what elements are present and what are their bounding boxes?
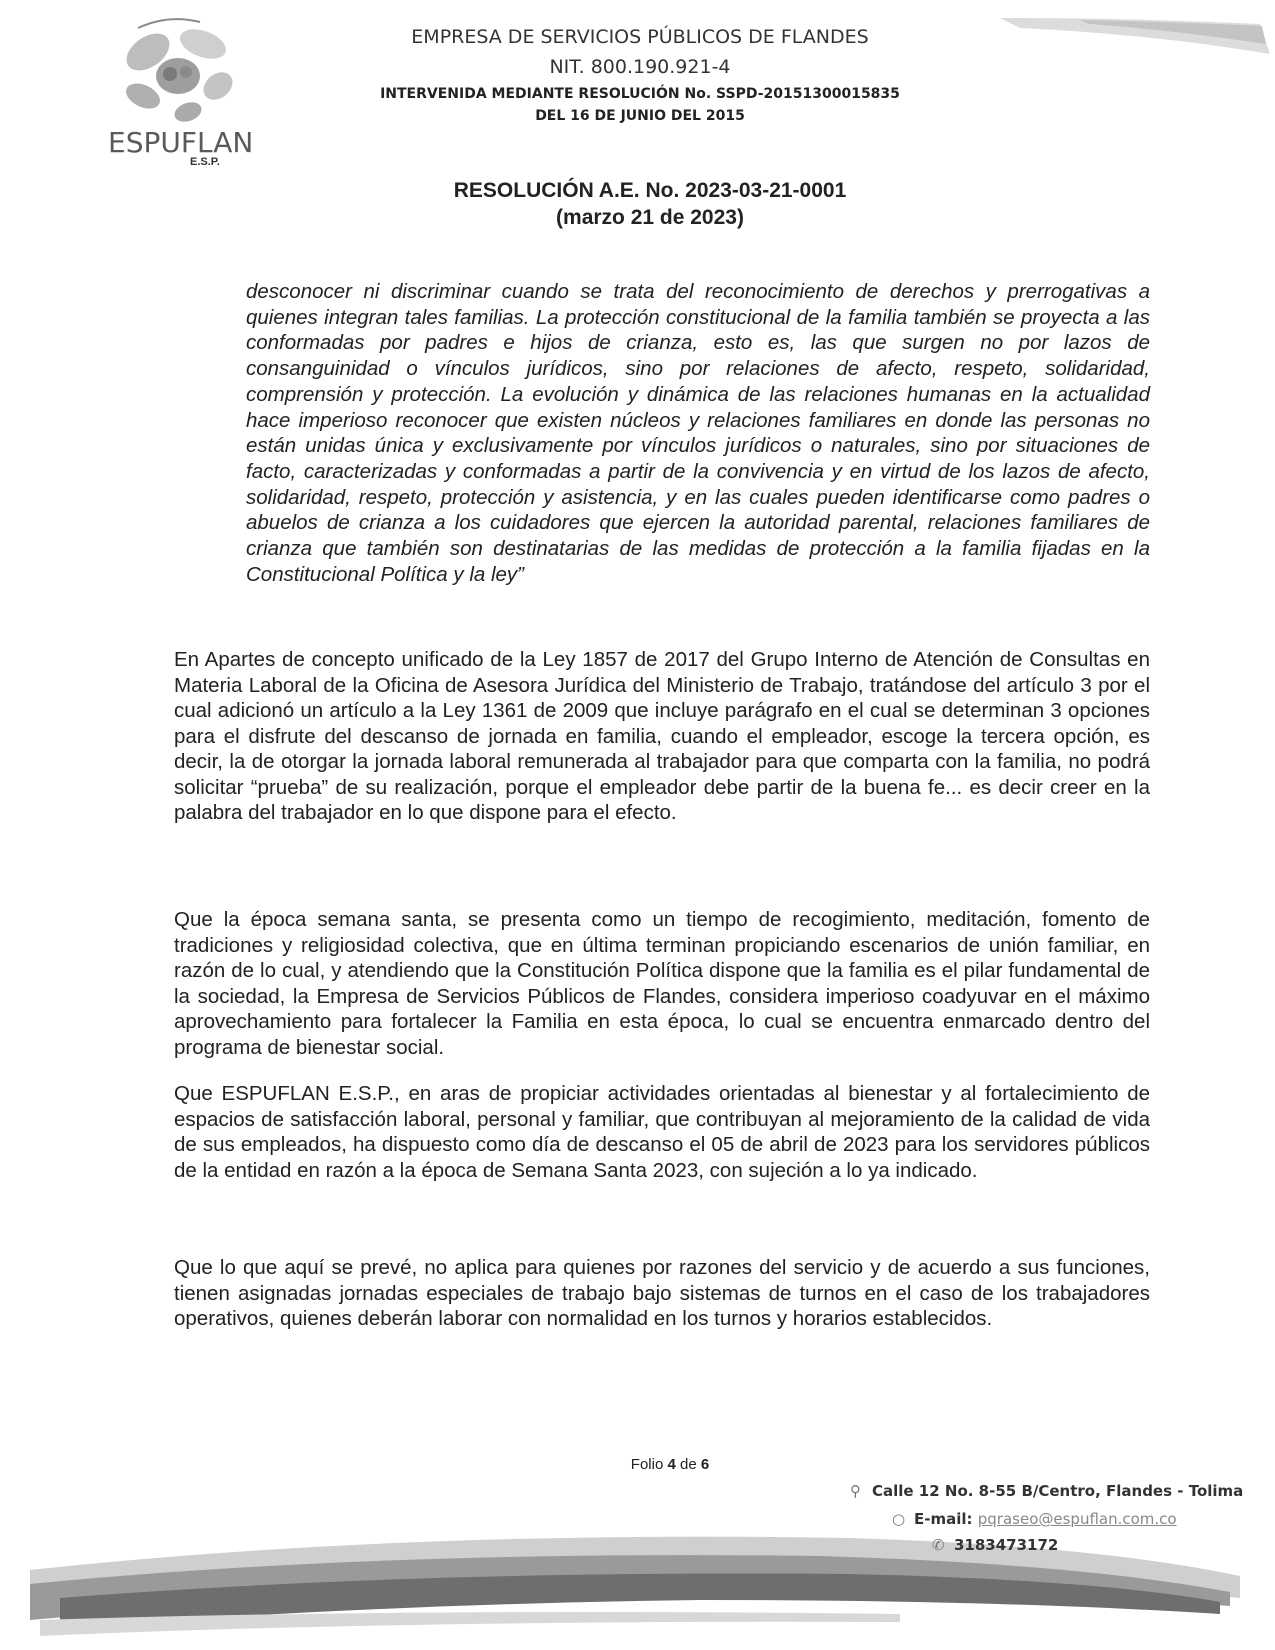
resolution-date: (marzo 21 de 2023) xyxy=(556,206,744,229)
mail-icon: ○ xyxy=(892,1510,906,1528)
page-folio xyxy=(600,1456,740,1473)
folio-total: 6 xyxy=(700,1456,710,1473)
location-pin-icon: ⚲ xyxy=(850,1482,861,1500)
footer-phone: 3183473172 xyxy=(954,1536,1059,1554)
phone-icon: ✆ xyxy=(932,1536,945,1554)
company-name: EMPRESA DE SERVICIOS PÚBLICOS DE FLANDES xyxy=(411,26,869,48)
resolution-heading xyxy=(300,177,1000,231)
footer-phone-line xyxy=(932,1536,1270,1554)
company-logo xyxy=(108,14,258,168)
logo-emblem-icon xyxy=(108,14,258,129)
body-paragraph: Que lo que aquí se prevé, no aplica para quienes por razones del servicio y de acuerdo a sus funciones, tienen asignadas jornadas especiales de trabajo bajo sistemas de turnos en el caso de los trabajadores operativos, quienes deberán laborar con normalidad en los turnos y horarios establecidos. xyxy=(174,1256,1150,1330)
intervention-date: DEL 16 DE JUNIO DEL 2015 xyxy=(535,108,745,124)
resolution-number: RESOLUCIÓN A.E. No. 2023-03-21-0001 xyxy=(453,179,847,202)
quoted-text: desconocer ni discriminar cuando se trata del reconocimiento de derechos y prerrogativas a quienes integran tales familias. La protección constitucional de la familia también se proyecta a las conformadas por padres e hijos de crianza, esto es, las que surgen no por lazos de consanguinidad o vínculos jurídicos, sino por relaciones de afecto, respeto, solidaridad, comprensión y protección. La evolución y dinámica de las relaciones humanas en la actualidad hace imperioso reconocer que existen núcleos y relaciones familiares en donde las personas no están unidas única y exclusivamente por vínculos jurídicos o naturales, sino por situaciones de facto, caracterizadas y conformadas a partir de la convivencia y en virtud de los lazos de afecto, solidaridad, respeto, protección y asistencia, y en las cuales pueden identificarse como padres o abuelos de crianza a los cuidadores que ejercen la autoridad parental, relaciones familiares de crianza que también son destinatarias de las medidas de protección a la familia fijadas en la Constitucional Política y la ley” xyxy=(246,280,1150,586)
body-paragraph: Que ESPUFLAN E.S.P., en aras de propiciar actividades orientadas al bienestar y al fortalecimiento de espacios de satisfacción laboral, personal y familiar, que contribuyan al mejoramiento de la calidad de vida de sus empleados, ha dispuesto como día de descanso el 05 de abril de 2023 para los servidores públicos de la entidad en razón a la época de Semana Santa 2023, con sujeción a lo ya indicado. xyxy=(174,1082,1150,1182)
footer-contact xyxy=(830,1482,1270,1554)
body-paragraph: Que la época semana santa, se presenta como un tiempo de recogimiento, meditación, fomento de tradiciones y religiosidad colectiva, que en última terminan propiciando escenarios de unión familiar, en razón de lo cual, y atendiendo que la Constitución Política dispone que la familia es el pilar fundamental de la sociedad, la Empresa de Servicios Públicos de Flandes, considera imperioso coadyuvar en el máximo aprovechamiento para fortalecer la Familia en esta época, lo cual se encuentra enmarcado dentro del programa de bienestar social. xyxy=(174,908,1150,1059)
intervention-line: INTERVENIDA MEDIANTE RESOLUCIÓN No. SSPD-20151300015835 xyxy=(380,86,900,102)
folio-current: 4 xyxy=(667,1456,676,1473)
folio-of: de xyxy=(680,1456,697,1473)
footer-email[interactable]: pqraseo@espuflan.com.co xyxy=(977,1510,1177,1528)
folio-label: Folio xyxy=(630,1456,664,1473)
letterhead xyxy=(290,26,990,124)
logo-suffix: E.S.P. xyxy=(190,156,220,168)
footer-address-line xyxy=(850,1482,1270,1500)
footer-email-line xyxy=(892,1510,1270,1528)
logo-wordmark: ESPUFLAN xyxy=(108,126,254,159)
company-nit: NIT. 800.190.921-4 xyxy=(549,56,731,78)
body-paragraph: En Apartes de concepto unificado de la Ley 1857 de 2017 del Grupo Interno de Atención de Consultas en Materia Laboral de la Oficina de Asesora Jurídica del Ministerio de Trabajo, tratándose del artículo 3 por el cual adicionó un artículo a la Ley 1361 de 2009 que incluye parágrafo en el cual se determinan 3 opciones para el disfrute del descanso de jornada en familia, cuando el empleador, escoge la tercera opción, es decir, la de otorgar la jornada laboral remunerada al trabajador para que comparta con la familia, no podrá solicitar “prueba” de su realización, porque el empleador debe partir de la buena fe... es decir creer en la palabra del trabajador en lo que dispone para el efecto. xyxy=(174,648,1150,824)
scan-streak-decoration xyxy=(1000,14,1275,74)
footer-address: Calle 12 No. 8-55 B/Centro, Flandes - Tolima xyxy=(872,1482,1244,1500)
footer-email-label: E-mail: xyxy=(914,1510,973,1528)
